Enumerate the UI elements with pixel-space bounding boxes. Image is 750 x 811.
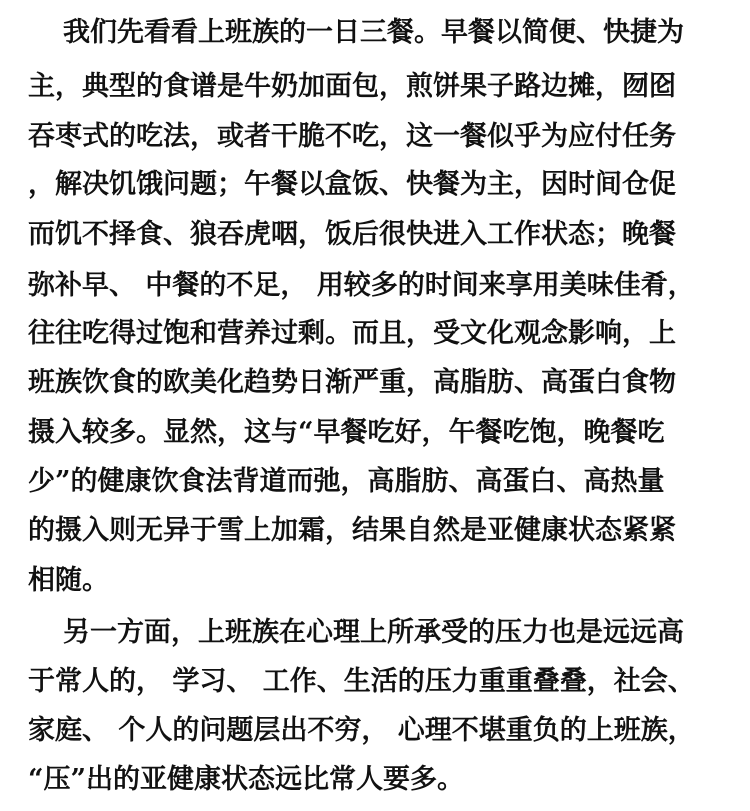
text-line: 吞枣式的吃法，或者干脆不吃，这一餐似乎为应付任务 — [28, 121, 676, 152]
text-line: 摄入较多。显然，这与“早餐吃好，午餐吃饱，晚餐吃 — [28, 417, 665, 448]
text-line: 于常人的， 学习、 工作、生活的压力重重叠叠，社会、 — [28, 666, 695, 697]
text-line: 班族饮食的欧美化趋势日渐严重，高脂肪、高蛋白食物 — [28, 367, 676, 398]
text-line: 主，典型的食谱是牛奶加面包，煎饼果子路边摊，囫囵 — [28, 71, 676, 102]
text-line: 另一方面，上班族在心理上所承受的压力也是远远高 — [63, 617, 684, 648]
text-line: 而饥不择食、狼吞虎咽，饭后很快进入工作状态；晚餐 — [28, 219, 676, 250]
text-line: 家庭、 个人的问题层出不穷， 心理不堪重负的上班族， — [28, 715, 695, 746]
text-line: 少”的健康饮食法背道而弛，高脂肪、高蛋白、高热量 — [28, 466, 665, 497]
text-line: 的摄入则无异于雪上加霜，结果自然是亚健康状态紧紧 — [28, 515, 676, 546]
text-line: “压”出的亚健康状态远比常人要多。 — [28, 764, 465, 795]
text-line: 弥补早、 中餐的不足， 用较多的时间来享用美味佳肴， — [28, 270, 695, 301]
text-line: 我们先看看上班族的一日三餐。早餐以简便、快捷为 — [63, 17, 684, 48]
text-line: ，解决饥饿问题；午餐以盒饭、快餐为主，因时间仓促 — [28, 169, 676, 200]
text-line: 往往吃得过饱和营养过剩。而且，受文化观念影响，上 — [28, 318, 676, 349]
text-line: 相随。 — [28, 565, 109, 596]
